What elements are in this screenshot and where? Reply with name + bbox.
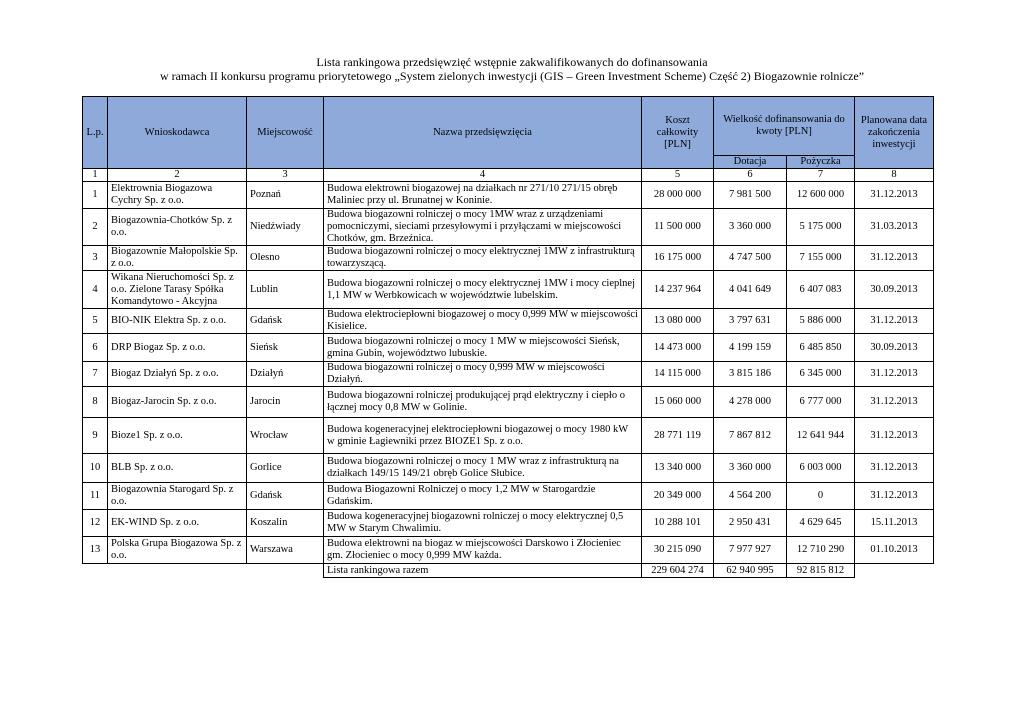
row-number: 5 [83, 309, 108, 334]
loan-cell: 4 629 645 [787, 510, 855, 537]
completion-date-cell: 30.09.2013 [855, 334, 934, 362]
table-row [83, 387, 934, 418]
applicant-cell: BIO-NIK Elektra Sp. z o.o. [108, 309, 247, 334]
project-name-cell: Budowa biogazowni rolniczej o mocy 1 MW wraz z infrastrukturą na działkach 149/15 149/21 obręb Golice Słubice. [324, 454, 642, 483]
row-number: 2 [83, 209, 108, 246]
project-name-cell: Budowa biogazowni rolniczej o mocy elektrycznej 1MW i mocy cieplnej 1,1 MW w Werbkowicach w województwie lubelskim. [324, 271, 642, 309]
project-name-cell: Budowa biogazowni rolniczej o mocy 0,999 MW w miejscowości Działyń. [324, 362, 642, 387]
project-name-cell: Budowa elektrowni biogazowej na działkach nr 271/10 271/15 obręb Maliniec przy ul. Brunatnej w Koninie. [324, 182, 642, 209]
city-cell: Wrocław [247, 418, 324, 454]
applicant-cell: Wikana Nieruchomości Sp. z o.o. Zielone Tarasy Spółka Komandytowo - Akcyjna [108, 271, 247, 309]
row-number: 3 [83, 246, 108, 271]
completion-date-cell: 30.09.2013 [855, 271, 934, 309]
column-number-row [83, 169, 934, 182]
city-cell: Koszalin [247, 510, 324, 537]
city-cell: Jarocin [247, 387, 324, 418]
total-grant: 62 940 995 [714, 564, 787, 578]
table-row [83, 309, 934, 334]
row-number: 9 [83, 418, 108, 454]
project-name-cell: Budowa kogeneracyjnej biogazowni rolniczej o mocy elektrycznej 0,5 MW w Starym Chwalimiu. [324, 510, 642, 537]
loan-cell: 5 886 000 [787, 309, 855, 334]
grant-cell: 3 360 000 [714, 209, 787, 246]
project-name-cell: Budowa kogeneracyjnej elektrociepłowni biogazowej o mocy 1980 kW w gminie Łagiewniki przez BIOZE1 Sp. z o.o. [324, 418, 642, 454]
project-name-cell: Budowa biogazowni rolniczej o mocy 1MW wraz z urządzeniami pomocniczymi, sieciami przesyłowymi i przyłączami w miejscowości Chotków, gm. Brzeźnica. [324, 209, 642, 246]
table-row [83, 182, 934, 209]
completion-date-cell: 31.12.2013 [855, 362, 934, 387]
grant-cell: 3 815 186 [714, 362, 787, 387]
loan-cell: 6 777 000 [787, 387, 855, 418]
row-number: 7 [83, 362, 108, 387]
header-completion-date: Planowana data zakończenia inwestycji [855, 97, 934, 169]
column-number: 7 [787, 169, 855, 182]
row-number: 10 [83, 454, 108, 483]
document-title-line-1: Lista rankingowa przedsięwzięć wstępnie zakwalifikowanych do dofinansowania [316, 55, 708, 69]
loan-cell: 5 175 000 [787, 209, 855, 246]
loan-cell: 6 345 000 [787, 362, 855, 387]
table-row [83, 510, 934, 537]
total-cost-cell: 14 237 964 [642, 271, 714, 309]
header-funding: Wielkość dofinansowania do kwoty [PLN] [714, 97, 855, 156]
city-cell: Działyń [247, 362, 324, 387]
city-cell: Olesno [247, 246, 324, 271]
total-cost: 229 604 274 [642, 564, 714, 578]
total-cost-cell: 20 349 000 [642, 483, 714, 510]
total-cost-cell: 14 115 000 [642, 362, 714, 387]
loan-cell: 7 155 000 [787, 246, 855, 271]
city-cell: Lublin [247, 271, 324, 309]
column-number: 1 [83, 169, 108, 182]
city-cell: Niedźwiady [247, 209, 324, 246]
grant-cell: 7 977 927 [714, 537, 787, 564]
total-cost-cell: 14 473 000 [642, 334, 714, 362]
header-lp: L.p. [83, 97, 108, 169]
completion-date-cell: 31.12.2013 [855, 387, 934, 418]
column-number: 2 [108, 169, 247, 182]
total-cost-cell: 28 000 000 [642, 182, 714, 209]
total-cost-cell: 13 340 000 [642, 454, 714, 483]
total-cost-cell: 11 500 000 [642, 209, 714, 246]
applicant-cell: Biogazownie Małopolskie Sp. z o.o. [108, 246, 247, 271]
grant-cell: 4 747 500 [714, 246, 787, 271]
row-number: 1 [83, 182, 108, 209]
total-row [83, 564, 934, 578]
table-row [83, 246, 934, 271]
header-loan: Pożyczka [787, 156, 855, 169]
empty-cell [108, 564, 247, 578]
completion-date-cell: 31.12.2013 [855, 418, 934, 454]
row-number: 13 [83, 537, 108, 564]
applicant-cell: Bioze1 Sp. z o.o. [108, 418, 247, 454]
project-name-cell: Budowa elektrowni na biogaz w miejscowości Darskowo i Złocieniec gm. Złocieniec o mocy 0,999 MW każda. [324, 537, 642, 564]
applicant-cell: Elektrownia Biogazowa Cychry Sp. z o.o. [108, 182, 247, 209]
applicant-cell: BLB Sp. z o.o. [108, 454, 247, 483]
header-applicant: Wnioskodawca [108, 97, 247, 169]
table-row [83, 418, 934, 454]
column-number: 4 [324, 169, 642, 182]
city-cell: Gdańsk [247, 309, 324, 334]
grant-cell: 4 564 200 [714, 483, 787, 510]
grant-cell: 3 797 631 [714, 309, 787, 334]
header-city: Miejscowość [247, 97, 324, 169]
city-cell: Poznań [247, 182, 324, 209]
loan-cell: 6 003 000 [787, 454, 855, 483]
applicant-cell: Biogaz-Jarocin Sp. z o.o. [108, 387, 247, 418]
applicant-cell: EK-WIND Sp. z o.o. [108, 510, 247, 537]
table-row [83, 483, 934, 510]
loan-cell: 12 641 944 [787, 418, 855, 454]
empty-cell [855, 564, 934, 578]
completion-date-cell: 15.11.2013 [855, 510, 934, 537]
completion-date-cell: 31.12.2013 [855, 454, 934, 483]
header-grant: Dotacja [714, 156, 787, 169]
project-name-cell: Budowa Biogazowni Rolniczej o mocy 1,2 MW w Starogardzie Gdańskim. [324, 483, 642, 510]
empty-cell [83, 564, 108, 578]
completion-date-cell: 01.10.2013 [855, 537, 934, 564]
total-cost-cell: 15 060 000 [642, 387, 714, 418]
row-number: 4 [83, 271, 108, 309]
city-cell: Gorlice [247, 454, 324, 483]
grant-cell: 7 981 500 [714, 182, 787, 209]
total-cost-cell: 16 175 000 [642, 246, 714, 271]
loan-cell: 12 710 290 [787, 537, 855, 564]
column-number: 6 [714, 169, 787, 182]
grant-cell: 2 950 431 [714, 510, 787, 537]
grant-cell: 4 041 649 [714, 271, 787, 309]
table-row [83, 271, 934, 309]
city-cell: Gdańsk [247, 483, 324, 510]
city-cell: Sieńsk [247, 334, 324, 362]
project-name-cell: Budowa biogazowni rolniczej o mocy elektrycznej 1MW z infrastrukturą towarzyszącą. [324, 246, 642, 271]
project-name-cell: Budowa biogazowni rolniczej o mocy 1 MW w miejscowości Sieńsk, gmina Gubin, województwo lubuskie. [324, 334, 642, 362]
total-cost-cell: 28 771 119 [642, 418, 714, 454]
completion-date-cell: 31.12.2013 [855, 246, 934, 271]
total-loan: 92 815 812 [787, 564, 855, 578]
applicant-cell: DRP Biogaz Sp. z o.o. [108, 334, 247, 362]
total-label: Lista rankingowa razem [324, 564, 642, 578]
applicant-cell: Biogaz Działyń Sp. z o.o. [108, 362, 247, 387]
empty-cell [247, 564, 324, 578]
completion-date-cell: 31.12.2013 [855, 483, 934, 510]
loan-cell: 6 407 083 [787, 271, 855, 309]
table-row [83, 454, 934, 483]
row-number: 6 [83, 334, 108, 362]
row-number: 8 [83, 387, 108, 418]
total-cost-cell: 30 215 090 [642, 537, 714, 564]
applicant-cell: Polska Grupa Biogazowa Sp. z o.o. [108, 537, 247, 564]
loan-cell: 0 [787, 483, 855, 510]
row-number: 12 [83, 510, 108, 537]
completion-date-cell: 31.12.2013 [855, 182, 934, 209]
project-name-cell: Budowa biogazowni rolniczej produkującej prąd elektryczny i ciepło o łącznej mocy 0,8 MW w Golinie. [324, 387, 642, 418]
grant-cell: 4 278 000 [714, 387, 787, 418]
header-project: Nazwa przedsięwzięcia [324, 97, 642, 169]
column-number: 3 [247, 169, 324, 182]
loan-cell: 6 485 850 [787, 334, 855, 362]
column-number: 8 [855, 169, 934, 182]
table-row [83, 209, 934, 246]
applicant-cell: Biogazownia-Chotków Sp. z o.o. [108, 209, 247, 246]
total-cost-cell: 10 288 101 [642, 510, 714, 537]
applicant-cell: Biogazownia Starogard Sp. z o.o. [108, 483, 247, 510]
total-cost-cell: 13 080 000 [642, 309, 714, 334]
table-row [83, 537, 934, 564]
project-name-cell: Budowa elektrociepłowni biogazowej o mocy 0,999 MW w miejscowości Kisielice. [324, 309, 642, 334]
table-row [83, 362, 934, 387]
completion-date-cell: 31.03.2013 [855, 209, 934, 246]
document-title-line-2: w ramach II konkursu programu priorytetowego „System zielonych inwestycji (GIS – Green Investment Scheme) Część 2) Biogazownie rolnicze” [159, 69, 865, 83]
column-number: 5 [642, 169, 714, 182]
header-total-cost: Koszt całkowity [PLN] [642, 97, 714, 169]
grant-cell: 7 867 812 [714, 418, 787, 454]
ranking-table [82, 96, 934, 578]
table-row [83, 334, 934, 362]
row-number: 11 [83, 483, 108, 510]
grant-cell: 4 199 159 [714, 334, 787, 362]
loan-cell: 12 600 000 [787, 182, 855, 209]
completion-date-cell: 31.12.2013 [855, 309, 934, 334]
city-cell: Warszawa [247, 537, 324, 564]
grant-cell: 3 360 000 [714, 454, 787, 483]
